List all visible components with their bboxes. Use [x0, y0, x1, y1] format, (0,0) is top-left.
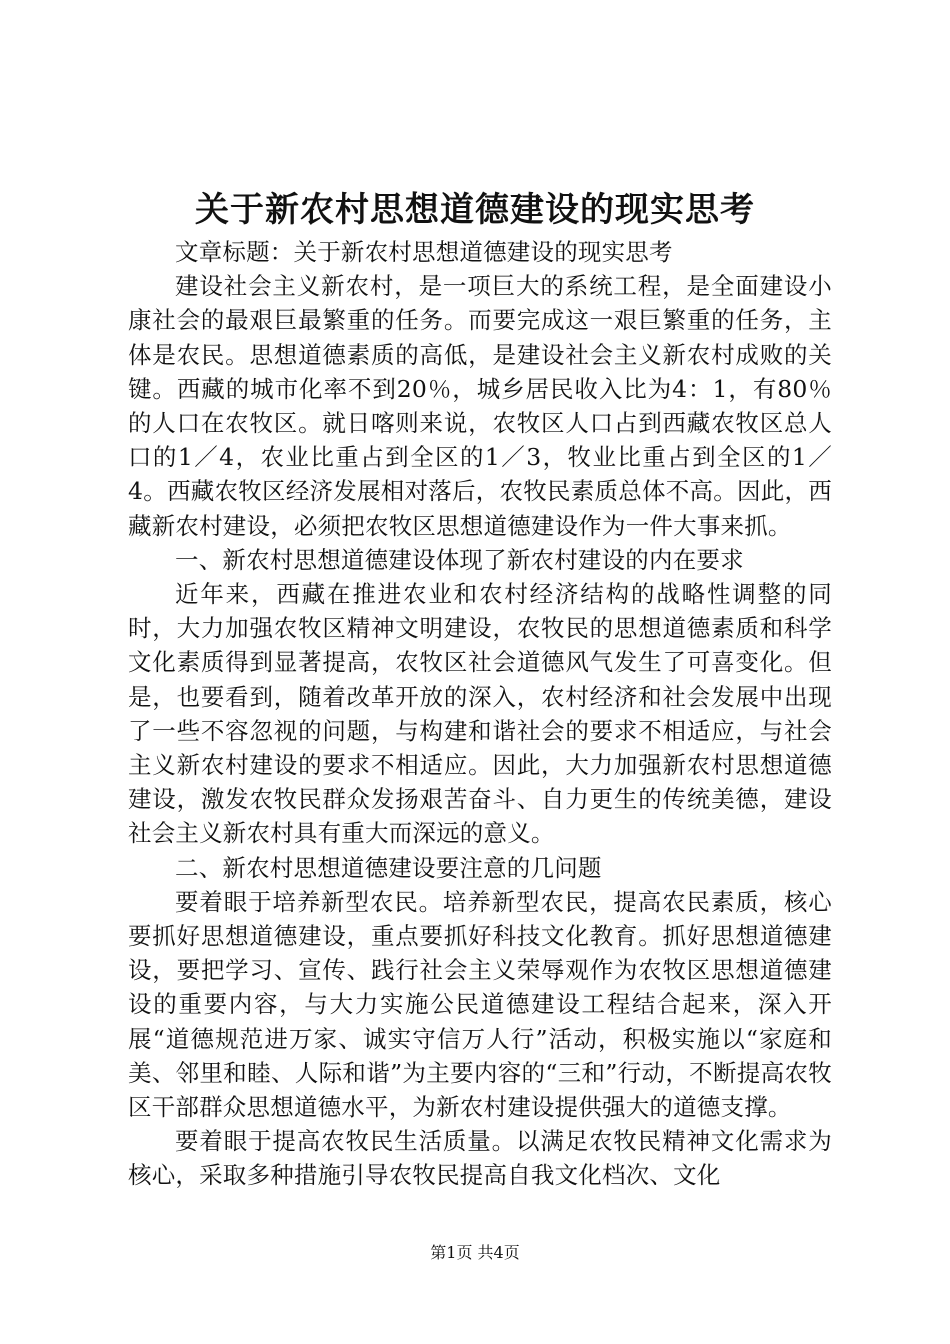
paragraph-living-quality: 要着眼于提高农牧民生活质量。以满足农牧民精神文化需求为核心，采取多种措施引导农牧民提高自我文化档次、文化 — [128, 1127, 832, 1190]
paragraph-intro: 建设社会主义新农村，是一项巨大的系统工程，是全面建设小康社会的最艰巨最繁重的任务。而要完成这一艰巨繁重的任务，主体是农民。思想道德素质的高低，是建设社会主义新农村成败的关键。西藏的城市化率不到20％，城乡居民收入比为4：1，有80％的人口在农牧区。就日喀则来说，农牧区人口占到西藏农牧区总人口的1／4，农业比重占到全区的1／3，牧业比重占到全区的1／4。西藏农牧区经济发展相对落后，农牧民素质总体不高。因此，西藏新农村建设，必须把农牧区思想道德建设作为一件大事来抓。 — [128, 272, 832, 540]
document-body — [128, 235, 832, 1193]
document-title: 关于新农村思想道德建设的现实思考 — [195, 190, 755, 230]
paragraph-new-farmers: 要着眼于培养新型农民。培养新型农民，提高农民素质，核心要抓好思想道德建设，重点要抓好科技文化教育。抓好思想道德建设，要把学习、宣传、践行社会主义荣辱观作为农牧区思想道德建设的重要内容，与大力实施公民道德建设工程结合起来，深入开展“道德规范进万家、诚实守信万人行”活动，积极实施以“家庭和美、邻里和睦、人际和谐”为主要内容的“三和”行动，不断提高农牧区干部群众思想道德水平，为新农村建设提供强大的道德支撑。 — [128, 887, 832, 1122]
page-footer-indicator: 第1页 共4页 — [430, 1243, 520, 1262]
article-title-line: 文章标题：关于新农村思想道德建设的现实思考 — [175, 238, 673, 266]
paragraph-section-1: 近年来，西藏在推进农业和农村经济结构的战略性调整的同时，大力加强农牧区精神文明建设，农牧民的思想道德素质和科学文化素质得到显著提高，农牧区社会道德风气发生了可喜变化。但是，也要看到，随着改革开放的深入，农村经济和社会发展中出现了一些不容忽视的问题，与构建和谐社会的要求不相适应，与社会主义新农村建设的要求不相适应。因此，大力加强新农村思想道德建设，激发农牧民群众发扬艰苦奋斗、自力更生的传统美德，建设社会主义新农村具有重大而深远的意义。 — [128, 580, 832, 848]
section-heading-1: 一、新农村思想道德建设体现了新农村建设的内在要求 — [175, 545, 744, 574]
section-heading-2: 二、新农村思想道德建设要注意的几问题 — [175, 853, 602, 882]
